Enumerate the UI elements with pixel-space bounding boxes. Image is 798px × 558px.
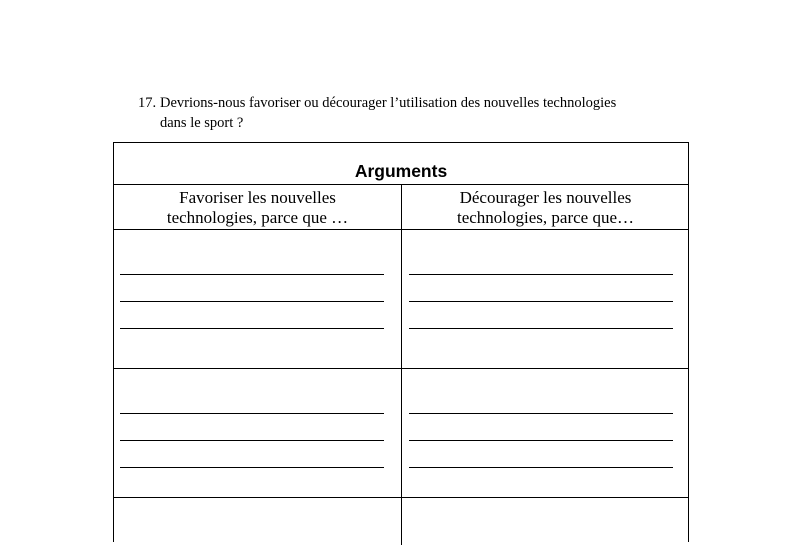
- writing-line[interactable]: [120, 328, 384, 329]
- header-favoriser: [114, 188, 401, 228]
- writing-line[interactable]: [409, 328, 673, 329]
- writing-line[interactable]: [409, 440, 673, 441]
- writing-line[interactable]: [120, 413, 384, 414]
- arguments-table: [113, 142, 689, 542]
- writing-line[interactable]: [120, 440, 384, 441]
- header-decourager-line2: technologies, parce que…: [456, 208, 634, 227]
- question-number: 17.: [138, 95, 157, 111]
- question-text-line2: dans le sport ?: [160, 115, 244, 131]
- header-decourager-line1: Décourager les nouvelles: [459, 188, 632, 207]
- writing-line[interactable]: [120, 467, 384, 468]
- writing-line[interactable]: [409, 467, 673, 468]
- table-title: Arguments: [114, 143, 688, 185]
- writing-line[interactable]: [409, 274, 673, 275]
- question-text-line1: Devrions-nous favoriser ou décourager l’utilisation des nouvelles technologies: [160, 95, 617, 111]
- column-divider: [401, 185, 402, 545]
- writing-line[interactable]: [120, 301, 384, 302]
- writing-line[interactable]: [120, 274, 384, 275]
- question: [138, 93, 698, 133]
- writing-line[interactable]: [409, 413, 673, 414]
- header-favoriser-line1: Favoriser les nouvelles: [179, 188, 336, 207]
- header-decourager: [402, 188, 689, 228]
- header-favoriser-line2: technologies, parce que …: [166, 208, 349, 227]
- writing-line[interactable]: [409, 301, 673, 302]
